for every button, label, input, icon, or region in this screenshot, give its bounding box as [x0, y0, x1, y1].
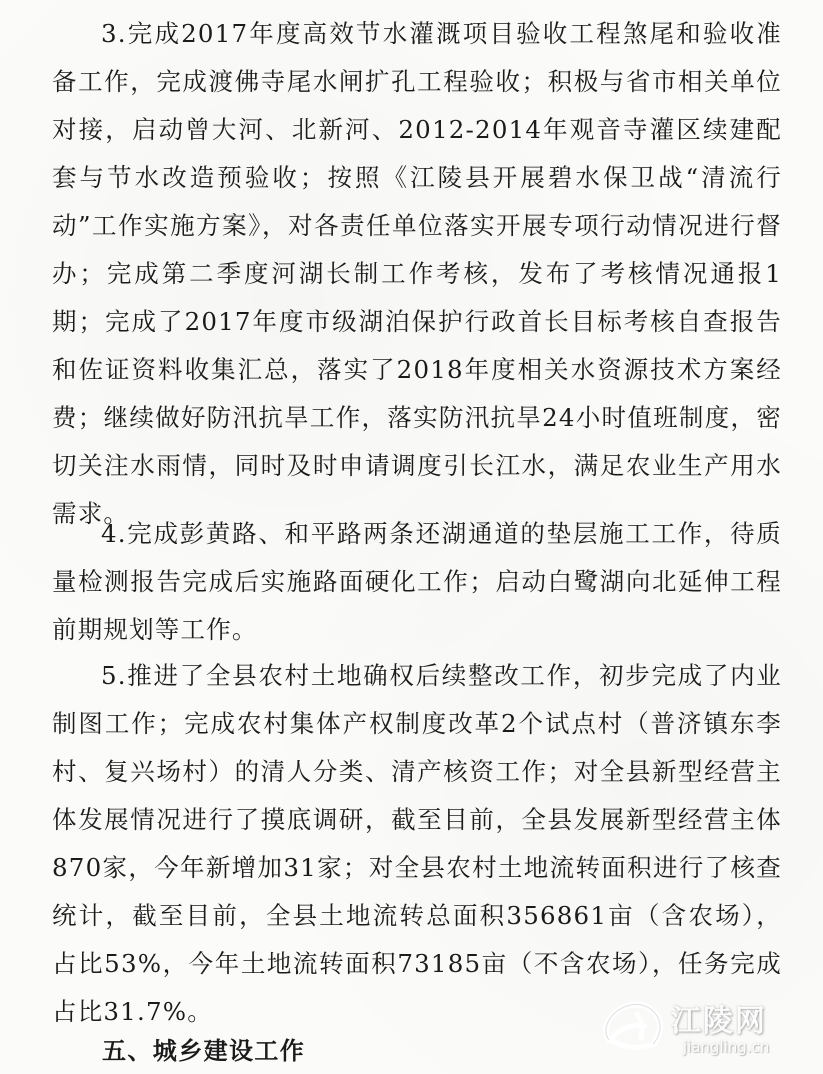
paragraph-item-4 — [52, 510, 782, 654]
paragraph-text: 4.完成彭黄路、和平路两条还湖通道的垫层施工工作，待质量检测报告完成后实施路面硬化工作；启动白鹭湖向北延伸工程前期规划等工作。 — [52, 519, 782, 644]
watermark — [593, 992, 813, 1064]
paragraph-item-5 — [52, 652, 782, 1036]
paragraph-text: 5.推进了全县农村土地确权后续整改工作，初步完成了内业制图工作；完成农村集体产权制度改革2个试点村（普济镇东李村、复兴场村）的清人分类、清产核资工作；对全县新型经营主体发展情况进行了摸底调研，截至目前，全县发展新型经营主体870家，今年新增加31家；对全县农村土地流转面积进行了核查统计，截至目前，全县土地流转总面积356861亩（含农场），占比53%，今年土地流转面积73185亩（不含农场），任务完成占比31.7%。 — [52, 661, 782, 1026]
watermark-url: jiangling.cn — [683, 1038, 770, 1056]
section-heading: 五、城乡建设工作 — [102, 1037, 306, 1065]
site-logo-icon — [593, 996, 669, 1058]
paragraph-text: 3.完成2017年度高效节水灌溉项目验收工程煞尾和验收准备工作，完成渡佛寺尾水闸扩孔工程验收；积极与省市相关单位对接，启动曾大河、北新河、2012-2014年观音寺灌区续建配套与节水改造预验收；按照《江陵县开展碧水保卫战“清流行动”工作实施方案》，对各责任单位落实开展专项行动情况进行督办；完成第二季度河湖长制工作考核，发布了考核情况通报1期；完成了2017年度市级湖泊保护行政首长目标考核自查报告和佐证资料收集汇总，落实了2018年度相关水资源技术方案经费；继续做好防汛抗旱工作，落实防汛抗旱24小时值班制度，密切关注水雨情，同时及时申请调度引长江水，满足农业生产用水需求。 — [52, 19, 782, 528]
paragraph-item-3 — [52, 10, 782, 538]
watermark-title: 江陵网 — [671, 1004, 767, 1039]
